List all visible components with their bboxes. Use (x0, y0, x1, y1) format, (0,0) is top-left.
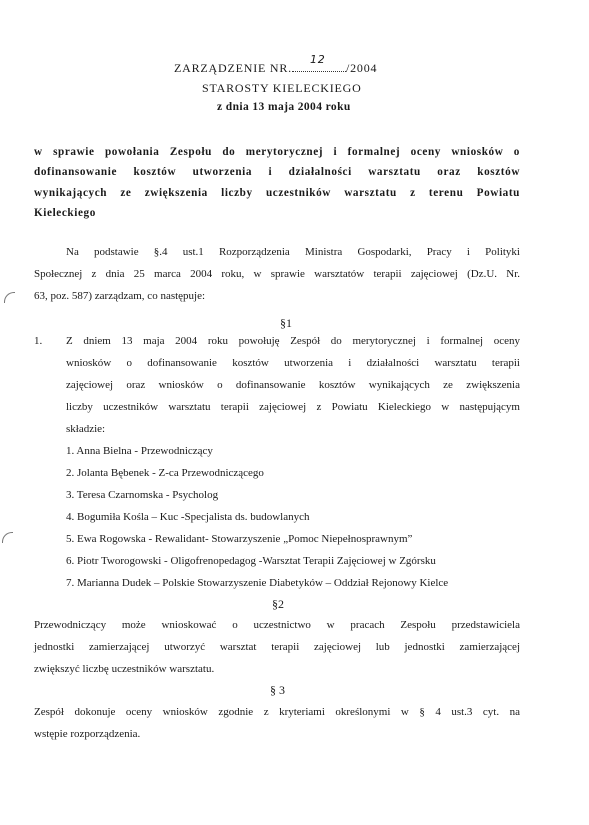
member-item: 1. Anna Bielna - Przewodniczący (66, 445, 213, 457)
title-prefix: ZARZĄDZENIE NR. (174, 61, 292, 75)
section-line: jednostki zamierzającej utworzyć warsztat terapii zajęciowej lub jednostki zamierzającej (34, 641, 520, 653)
section-line: wstępie rozporządzenia. (34, 728, 141, 740)
preamble-line: Na podstawie §.4 ust.1 Rozporządzenia Ministra Gospodarki, Pracy i Polityki (66, 246, 520, 258)
section-line: liczby uczestników warsztatu terapii zajęciowej z Powiatu Kieleckiego w następującym (66, 401, 520, 413)
section-heading: §1 (280, 316, 292, 330)
punch-hole-mark (2, 532, 13, 543)
section-line: wniosków o dofinansowanie kosztów utworzenia i działalności warsztatu terapii (66, 357, 520, 369)
section-line: zajęciowej oraz wniosków o dofinansowanie kosztów wynikających ze zwiększenia (66, 379, 520, 391)
item-number: 1. (34, 335, 43, 347)
member-item: 4. Bogumiła Kośla – Kuc -Specjalista ds. budowlanych (66, 511, 310, 523)
section-line: Przewodniczący może wnioskować o uczestnictwo w pracach Zespołu przedstawiciela (34, 619, 520, 631)
issuer: STAROSTY KIELECKIEGO (202, 81, 362, 95)
preamble-line: 63, poz. 587) zarządzam, co następuje: (34, 290, 206, 302)
section-line: Z dniem 13 maja 2004 roku powołuję Zespół do merytorycznej i formalnej oceny (66, 335, 520, 347)
section-line: składzie: (66, 423, 106, 435)
subject-line: wynikających ze zwiększenia liczby uczestników warsztatu z terenu Powiatu (34, 187, 520, 199)
handwritten-number: 12 (309, 53, 326, 66)
preamble-line: Społecznej z dnia 25 marca 2004 roku, w sprawie warsztatów terapii zajęciowej (Dz.U. Nr. (34, 268, 520, 280)
title-suffix: /2004 (345, 61, 378, 75)
section-line: Zespół dokonuje oceny wniosków zgodnie z kryteriami określonymi w § 4 ust.3 cyt. na (34, 706, 520, 718)
document-date: z dnia 13 maja 2004 roku (217, 101, 351, 113)
member-item: 2. Jolanta Bębenek - Z-ca Przewodniczącego (66, 467, 264, 479)
subject-line: w sprawie powołania Zespołu do merytorycznej i formalnej oceny wniosków o (34, 146, 520, 158)
section-heading: § 3 (270, 683, 285, 697)
member-item: 5. Ewa Rogowska - Rewalidant- Stowarzyszenie „Pomoc Niepełnosprawnym” (66, 533, 413, 545)
number-field (292, 53, 346, 72)
member-item: 6. Piotr Tworogowski - Oligofrenopedagog -Warsztat Terapii Zajęciowej w Zgórsku (66, 555, 436, 567)
subject-line: Kieleckiego (34, 207, 96, 219)
section-heading: §2 (272, 597, 284, 611)
section-line: zwiększyć liczbę uczestników warsztatu. (34, 663, 215, 675)
punch-hole-mark (4, 292, 15, 303)
member-item: 7. Marianna Dudek – Polskie Stowarzyszenie Diabetyków – Oddział Rejonowy Kielce (66, 577, 449, 589)
document-title (174, 53, 378, 76)
subject-line: dofinansowanie kosztów utworzenia i działalności warsztatu oraz kosztów (34, 166, 520, 178)
member-item: 3. Teresa Czarnomska - Psycholog (66, 489, 219, 501)
